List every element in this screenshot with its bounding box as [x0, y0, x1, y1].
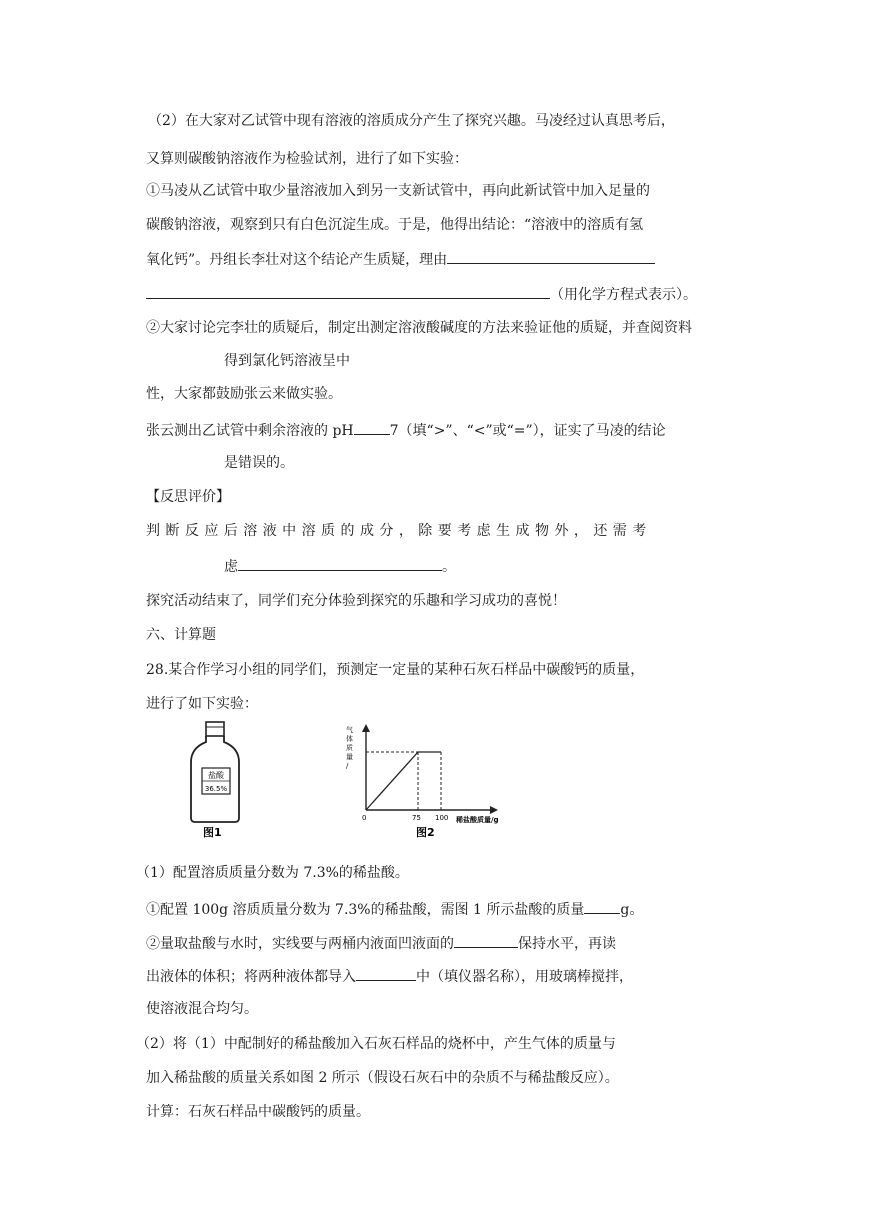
tick-75: 75: [412, 814, 421, 822]
q2-line-9: 性，大家都鼓励张云来做实验。: [146, 386, 342, 402]
part1-line-2-b: g。: [620, 902, 644, 918]
x-axis-arrow-icon: [490, 806, 498, 814]
answer-blank-instrument[interactable]: [356, 966, 416, 981]
part2-line-3: 计算：石灰石样品中碳酸钙的质量。: [146, 1104, 370, 1120]
q28-line-1: 28.某合作学习小组的同学们，预测定一定量的某种石灰石样品中碳酸钙的质量，: [146, 662, 645, 678]
part1-line-4: [146, 966, 633, 986]
y-axis-arrow-icon: [362, 724, 370, 732]
q2-line-6-suffix: （用化学方程式表示）。: [550, 287, 697, 303]
reflection-line-1: 判 断 反 应 后 溶 液 中 溶 质 的 成 分 ， 除 要 考 虑 生 成 物 外 ， 还 需 考: [146, 523, 647, 539]
bottle-label-text-1: 盐酸: [208, 771, 224, 780]
q28-line-2: 进行了如下实验：: [146, 696, 258, 712]
q2-line-10: [146, 420, 666, 440]
q2-line-5-text: 氧化钙”。丹组长李壮对这个结论产生质疑，理由: [146, 252, 448, 268]
answer-blank-equation[interactable]: [146, 284, 550, 299]
series-rise-line: [366, 752, 418, 810]
y-axis-label: 气 体 质 量 /: [346, 726, 353, 770]
answer-blank-consider[interactable]: [238, 556, 442, 571]
reflection-line-3: 探究活动结束了，同学们充分体验到探究的乐趣和学习成功的喜悦！: [146, 593, 566, 609]
answer-blank-ph[interactable]: [354, 420, 390, 435]
part1-line-1: （1）配置溶质质量分数为 7.3%的稀盐酸。: [136, 865, 409, 881]
q2-line-3: ①马凌从乙试管中取少量溶液加入到另一支新试管中，再向此新试管中加入足量的: [146, 183, 650, 199]
q2-line-10-b: 7（填“>”、“<”或“=”），证实了马凌的结论: [389, 423, 666, 439]
part2-line-1: （2）将（1）中配制好的稀盐酸加入石灰石样品的烧杯中，产生气体的质量与: [136, 1036, 616, 1052]
q2-line-10-a: 张云测出乙试管中剩余溶液的 pH: [146, 423, 354, 439]
part1-line-3: [146, 933, 616, 953]
q2-line-8: 得到氯化钙溶液呈中: [224, 353, 350, 369]
reflection-line-2: [224, 556, 456, 576]
figure2-caption: 图2: [416, 826, 435, 839]
tick-100: 100: [435, 814, 449, 822]
q2-line-7: ②大家讨论完李壮的质疑后，制定出测定溶液酸碱度的方法来验证他的质疑，并查阅资料: [146, 320, 692, 336]
answer-blank-mass[interactable]: [584, 899, 620, 914]
q2-line-1: （2）在大家对乙试管中现有溶液的溶质成分产生了探究兴趣。马凌经过认真思考后，: [148, 113, 675, 129]
q2-line-6: [146, 284, 697, 304]
q2-line-11: 是错误的。: [224, 455, 294, 471]
tick-origin: 0: [362, 814, 367, 822]
figure1-caption: 图1: [203, 826, 222, 839]
part1-line-5: 使溶液混合均匀。: [146, 1001, 258, 1017]
answer-blank-meniscus[interactable]: [454, 933, 518, 948]
q2-line-5: [146, 249, 655, 269]
part1-line-2-a: ①配置 100g 溶质质量分数为 7.3%的稀盐酸，需图 1 所示盐酸的质量: [146, 902, 585, 918]
bottle-cap: [206, 722, 224, 736]
answer-blank-reason[interactable]: [447, 249, 655, 264]
part1-line-4-a: 出液体的体积；将两种液体都导入: [146, 969, 356, 985]
part1-line-4-b: 中（填仪器名称），用玻璃棒搅拌，: [416, 969, 633, 985]
reflection-line-2-b: 。: [442, 559, 456, 575]
figure2-graph: [338, 718, 528, 840]
part1-line-2: [146, 899, 643, 919]
section6-heading: 六、计算题: [146, 627, 216, 643]
part1-line-3-a: ②量取盐酸与水时，实线要与两桶内液面凹液面的: [146, 936, 454, 952]
part2-line-2: 加入稀盐酸的质量关系如图 2 所示（假设石灰石中的杂质不与稀盐酸反应）。: [146, 1070, 619, 1086]
x-axis-label: 稀盐酸质量/g: [456, 816, 499, 824]
reflection-heading: 【反思评价】: [146, 489, 230, 505]
q2-line-2: 又算则碳酸钠溶液作为检验试剂，进行了如下实验：: [146, 151, 468, 167]
q2-line-4: 碳酸钠溶液，观察到只有白色沉淀生成。于是，他得出结论：“溶液中的溶质有氢: [146, 217, 644, 233]
reflection-line-2-a: 虑: [224, 559, 238, 575]
bottle-label-text-2: 36.5%: [204, 785, 228, 793]
part1-line-3-b: 保持水平，再读: [518, 936, 616, 952]
figure1-bottle: [185, 718, 255, 840]
